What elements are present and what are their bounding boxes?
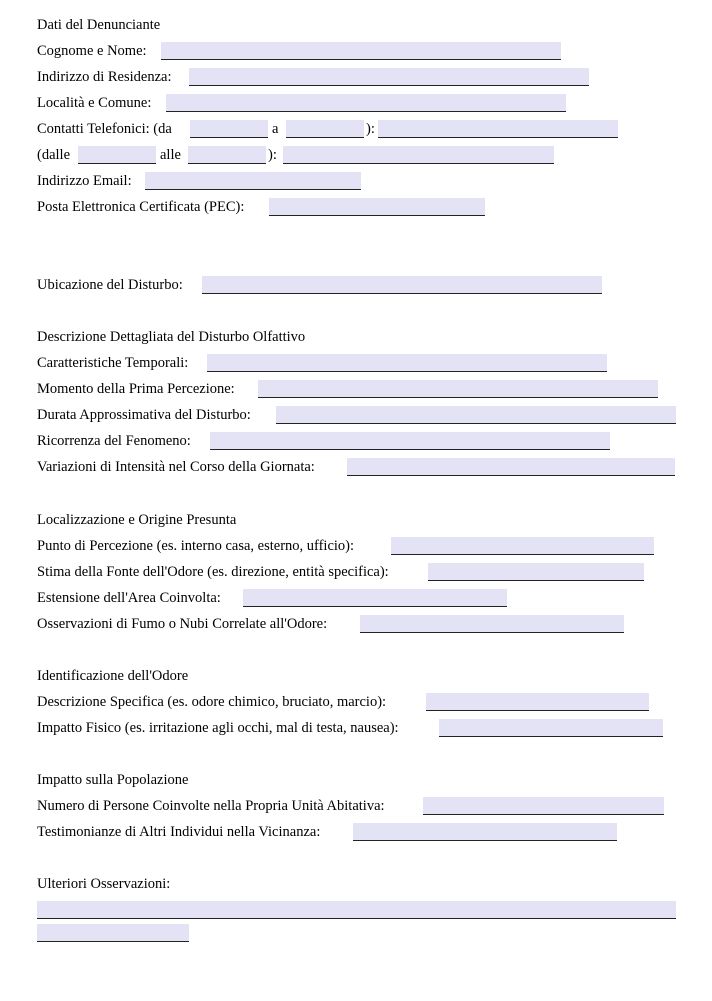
field-indirizzo-residenza[interactable] [189, 68, 589, 86]
field-contatti-numero[interactable] [378, 120, 618, 138]
field-pec[interactable] [269, 198, 485, 216]
field-ulteriori-line1[interactable] [37, 901, 676, 919]
label-ubicazione: Ubicazione del Disturbo: [37, 277, 183, 293]
label-contatti-close: ): [366, 121, 375, 137]
field-numero-persone[interactable] [423, 797, 664, 815]
field-ricorrenza[interactable] [210, 432, 610, 450]
label-descrizione-specifica: Descrizione Specifica (es. odore chimico, bruciato, marcio): [37, 694, 387, 710]
label-dalle-close: ): [268, 147, 277, 163]
label-contatti-telefonici: Contatti Telefonici: (da [37, 121, 172, 137]
label-stima-fonte: Stima della Fonte dell'Odore (es. direzione, entità specifica): [37, 564, 389, 580]
label-testimonianze: Testimonianze di Altri Individui nella Vicinanza: [37, 824, 321, 840]
section-heading-popolazione: Impatto sulla Popolazione [37, 772, 189, 788]
field-testimonianze[interactable] [353, 823, 617, 841]
label-indirizzo-residenza: Indirizzo di Residenza: [37, 69, 172, 85]
field-contatti-a[interactable] [286, 120, 364, 138]
label-variazioni-intensita: Variazioni di Intensità nel Corso della Giornata: [37, 459, 315, 475]
field-email[interactable] [145, 172, 361, 190]
section-heading-identificazione: Identificazione dell'Odore [37, 668, 189, 684]
section-heading-ulteriori: Ulteriori Osservazioni: [37, 876, 171, 892]
label-alle: alle [160, 147, 181, 163]
field-cognome-nome[interactable] [161, 42, 561, 60]
field-estensione-area[interactable] [243, 589, 507, 607]
label-momento-percezione: Momento della Prima Percezione: [37, 381, 235, 397]
label-pec: Posta Elettronica Certificata (PEC): [37, 199, 245, 215]
label-ricorrenza: Ricorrenza del Fenomeno: [37, 433, 191, 449]
section-heading-denunciante: Dati del Denunciante [37, 17, 161, 33]
field-fumo-nubi[interactable] [360, 615, 624, 633]
field-variazioni-intensita[interactable] [347, 458, 675, 476]
label-caratteristiche-temporali: Caratteristiche Temporali: [37, 355, 189, 371]
label-punto-percezione: Punto di Percezione (es. interno casa, esterno, ufficio): [37, 538, 355, 554]
label-impatto-fisico: Impatto Fisico (es. irritazione agli occhi, mal di testa, nausea): [37, 720, 399, 736]
field-momento-percezione[interactable] [258, 380, 658, 398]
label-dalle: (dalle [37, 147, 71, 163]
field-durata-disturbo[interactable] [276, 406, 676, 424]
field-contatti-da[interactable] [190, 120, 268, 138]
field-caratteristiche-temporali[interactable] [207, 354, 607, 372]
label-durata-disturbo: Durata Approssimativa del Disturbo: [37, 407, 251, 423]
field-descrizione-specifica[interactable] [426, 693, 649, 711]
field-ulteriori-line2[interactable] [37, 924, 189, 942]
section-heading-descrizione: Descrizione Dettagliata del Disturbo Olfattivo [37, 329, 306, 345]
label-cognome-nome: Cognome e Nome: [37, 43, 147, 59]
field-dalle[interactable] [78, 146, 156, 164]
field-localita-comune[interactable] [166, 94, 566, 112]
field-alle[interactable] [188, 146, 266, 164]
label-estensione-area: Estensione dell'Area Coinvolta: [37, 590, 221, 606]
section-heading-localizzazione: Localizzazione e Origine Presunta [37, 512, 237, 528]
label-localita-comune: Località e Comune: [37, 95, 152, 111]
label-email: Indirizzo Email: [37, 173, 132, 189]
label-contatti-a: a [272, 121, 279, 137]
label-numero-persone: Numero di Persone Coinvolte nella Propria Unità Abitativa: [37, 798, 385, 814]
field-stima-fonte[interactable] [428, 563, 644, 581]
field-dalle-numero[interactable] [283, 146, 554, 164]
field-ubicazione[interactable] [202, 276, 602, 294]
field-punto-percezione[interactable] [391, 537, 654, 555]
field-impatto-fisico[interactable] [439, 719, 663, 737]
label-fumo-nubi: Osservazioni di Fumo o Nubi Correlate all'Odore: [37, 616, 328, 632]
